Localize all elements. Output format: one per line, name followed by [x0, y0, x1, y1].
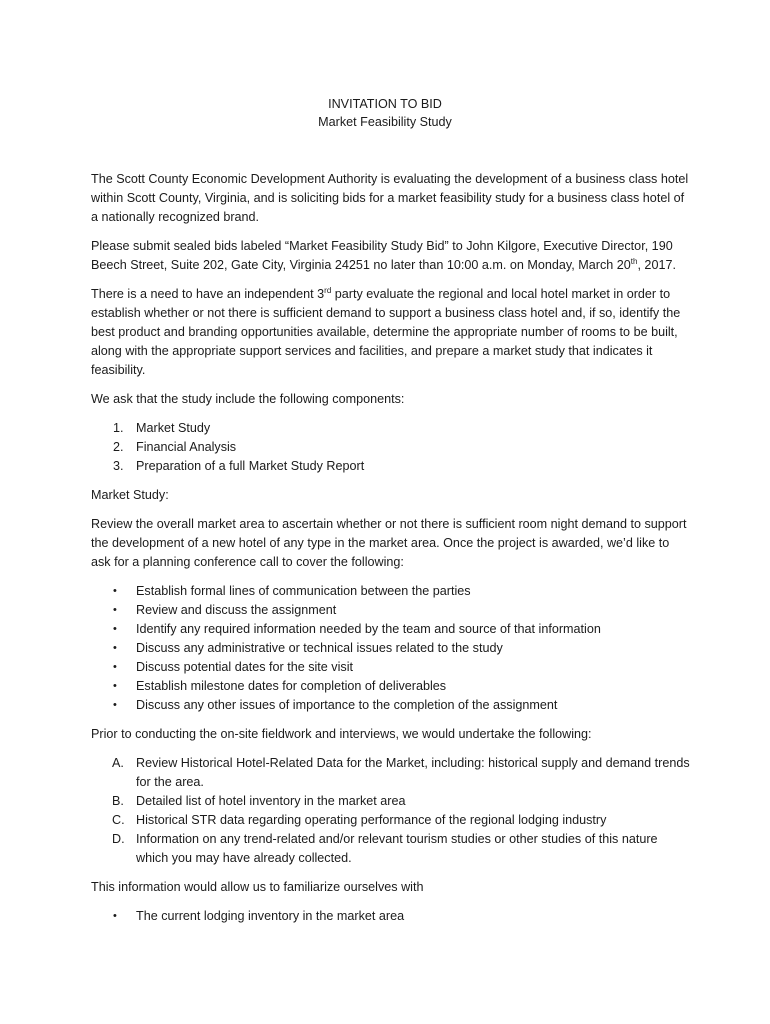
- list-item-text: Detailed list of hotel inventory in the market area: [136, 794, 406, 808]
- list-marker: •: [113, 699, 117, 711]
- list-marker: •: [113, 585, 117, 597]
- market-study-heading: Market Study:: [91, 488, 169, 502]
- conference-item: [91, 601, 691, 620]
- list-item-text: Review and discuss the assignment: [136, 603, 337, 617]
- document-subtitle: Market Feasibility Study: [318, 115, 452, 129]
- conference-item: [91, 677, 691, 696]
- list-item-text: Discuss any other issues of importance to the completion of the assignment: [136, 698, 558, 712]
- fieldwork-item: [91, 811, 691, 830]
- list-marker: B.: [112, 794, 124, 808]
- list-item-text: Preparation of a full Market Study Report: [136, 459, 365, 473]
- list-marker: •: [113, 623, 117, 635]
- list-item-text: Financial Analysis: [136, 440, 237, 454]
- components-intro: We ask that the study include the following components:: [91, 392, 405, 406]
- conference-item: [91, 582, 691, 601]
- list-marker: •: [113, 680, 117, 692]
- conference-item: [91, 639, 691, 658]
- list-item-text: Discuss any administrative or technical issues related to the study: [136, 641, 503, 655]
- list-marker: •: [113, 604, 117, 616]
- submission-paragraph: Please submit sealed bids labeled “Market Feasibility Study Bid” to John Kilgore, Executive Director, 190 Beech Street, Suite 202, Gate City, Virginia 24251 no later than 10:00 a.m. on Monday, March 20th, 2017.: [91, 239, 676, 272]
- familiarize-paragraph: This information would allow us to familiarize ourselves with: [91, 880, 424, 894]
- fieldwork-paragraph: Prior to conducting the on-site fieldwork and interviews, we would undertake the following:: [91, 727, 592, 741]
- list-marker: •: [113, 642, 117, 654]
- fieldwork-item: [91, 792, 691, 811]
- list-marker: D.: [112, 832, 125, 846]
- document-title: INVITATION TO BID: [328, 97, 442, 111]
- list-marker: •: [113, 661, 117, 673]
- list-item-text: Identify any required information needed by the team and source of that information: [136, 622, 601, 636]
- fieldwork-item: [91, 830, 691, 868]
- conference-item: [91, 696, 691, 715]
- conference-item: [91, 658, 691, 677]
- conference-items-list: [91, 582, 691, 715]
- components-list: [91, 419, 691, 476]
- list-marker: 2.: [113, 440, 124, 454]
- list-marker: A.: [112, 756, 124, 770]
- list-item-text: Market Study: [136, 421, 211, 435]
- conference-item: [91, 620, 691, 639]
- list-marker: •: [113, 910, 117, 922]
- familiarize-items-list: [91, 907, 691, 926]
- list-marker: C.: [112, 813, 125, 827]
- list-item-text: Historical STR data regarding operating performance of the regional lodging industry: [136, 813, 607, 827]
- list-item-text: Discuss potential dates for the site visit: [136, 660, 353, 674]
- fieldwork-item: [91, 754, 691, 792]
- market-review-paragraph: Review the overall market area to ascertain whether or not there is sufficient room night demand to support the development of a new hotel of any type in the market area. Once the project is awarded, we’d like to ask for a planning conference call to cover the following:: [91, 517, 687, 569]
- list-marker: 3.: [113, 459, 124, 473]
- list-item-text: Establish milestone dates for completion of deliverables: [136, 679, 447, 693]
- fieldwork-items-list: [91, 754, 691, 868]
- list-item-text: Review Historical Hotel-Related Data for the Market, including: historical supply and demand trends for the area.: [136, 756, 690, 789]
- component-item: [91, 419, 691, 438]
- list-item-text: Information on any trend-related and/or relevant tourism studies or other studies of this nature which you may have already collected.: [136, 832, 658, 865]
- list-item-text: The current lodging inventory in the market area: [136, 909, 405, 923]
- component-item: [91, 457, 691, 476]
- need-paragraph: There is a need to have an independent 3rd party evaluate the regional and local hotel market in order to establish whether or not there is sufficient demand to support a business class hotel and, if so, identify the best product and branding opportunities available, determine the appropriate number of rooms to be built, along with the appropriate support services and facilities, and prepare a market study that indicates it feasibility.: [91, 285, 681, 377]
- intro-paragraph: The Scott County Economic Development Authority is evaluating the development of a business class hotel within Scott County, Virginia, and is soliciting bids for a market feasibility study for a business class hotel of a nationally recognized brand.: [91, 172, 689, 224]
- document-body: [91, 170, 691, 936]
- list-item-text: Establish formal lines of communication between the parties: [136, 584, 471, 598]
- component-item: [91, 438, 691, 457]
- familiarize-item: [91, 907, 691, 926]
- list-marker: 1.: [113, 421, 124, 435]
